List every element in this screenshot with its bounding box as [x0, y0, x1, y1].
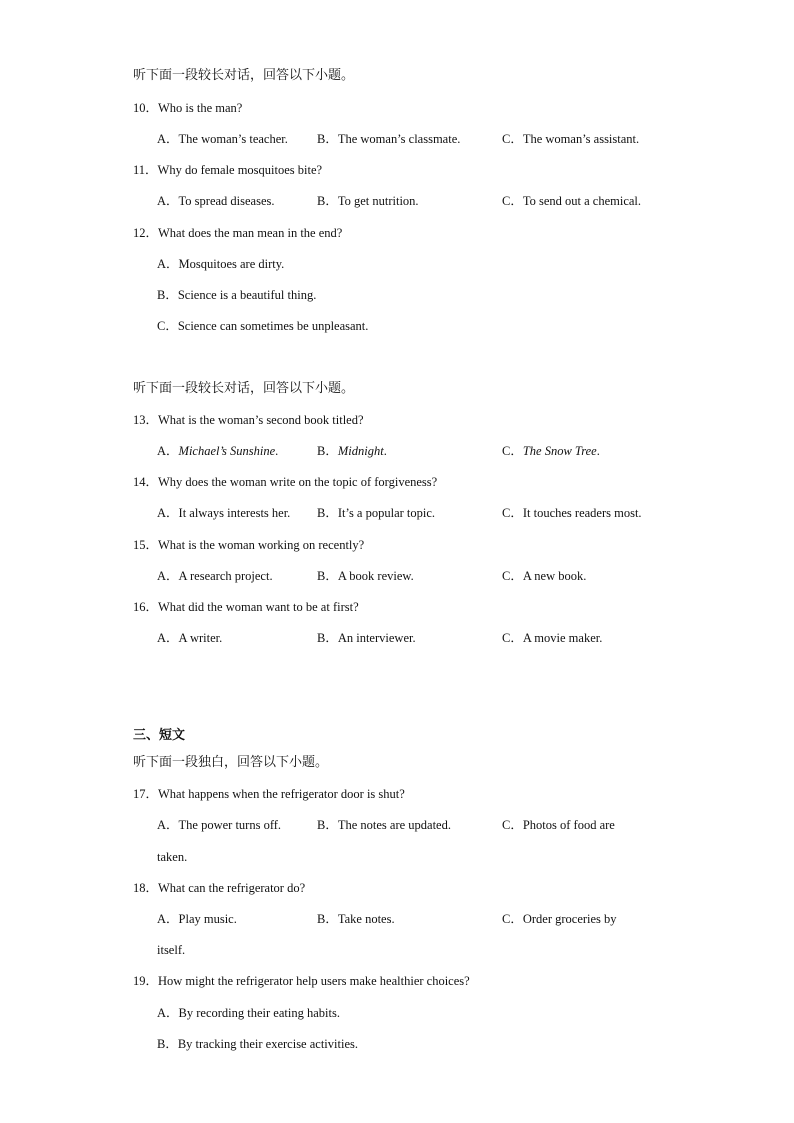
option-c: C．Order groceries by: [502, 912, 617, 926]
option-a: A．Michael’s Sunshine.: [157, 444, 279, 458]
option-b: B．By tracking their exercise activities.: [157, 1037, 358, 1051]
option-b: B．The notes are updated.: [317, 818, 451, 832]
option-b: B．It’s a popular topic.: [317, 506, 436, 520]
question-stem: 19．How might the refrigerator help users make healthier choices?: [133, 974, 470, 988]
book-title: The Snow Tree: [522, 444, 597, 458]
option-a: A．By recording their eating habits.: [157, 1006, 340, 1020]
option-c: C．The Snow Tree.: [502, 444, 600, 458]
question-stem: 14．Why does the woman write on the topic of forgiveness?: [133, 475, 438, 489]
section-instruction: 听下面一段独白，回答以下小题。: [133, 755, 329, 770]
option-continuation: itself.: [157, 943, 186, 957]
question-stem: 16．What did the woman want to be at first?: [133, 600, 359, 614]
book-title: Michael’s Sunshine: [178, 444, 276, 458]
option-continuation: taken.: [157, 850, 188, 864]
option-a: A．A research project.: [157, 569, 273, 583]
option-a: A．Play music.: [157, 912, 237, 926]
option-b: B．To get nutrition.: [317, 194, 419, 208]
option-c: C．The woman’s assistant.: [502, 132, 640, 146]
question-stem: 18．What can the refrigerator do?: [133, 881, 306, 895]
question-stem: 15．What is the woman working on recently?: [133, 538, 365, 552]
section-instruction: 听下面一段较长对话，回答以下小题。: [133, 68, 355, 83]
option-c: C．It touches readers most.: [502, 506, 642, 520]
option-a: A．The power turns off.: [157, 818, 282, 832]
option-c: C．To send out a chemical.: [502, 194, 642, 208]
option-b: B．The woman’s classmate.: [317, 132, 461, 146]
option-c: C．Science can sometimes be unpleasant.: [157, 319, 369, 333]
option-b: B．Midnight.: [317, 444, 387, 458]
option-b: B．An interviewer.: [317, 631, 416, 645]
question-stem: 13．What is the woman’s second book titled?: [133, 413, 364, 427]
section-heading: 三、短文: [133, 728, 186, 743]
question-stem: 12．What does the man mean in the end?: [133, 226, 343, 240]
option-c: C．A movie maker.: [502, 631, 603, 645]
option-a: A．A writer.: [157, 631, 223, 645]
option-b: B．Science is a beautiful thing.: [157, 288, 317, 302]
question-stem: 17．What happens when the refrigerator door is shut?: [133, 787, 405, 801]
option-a: A．It always interests her.: [157, 506, 291, 520]
question-stem: 11．Why do female mosquitoes bite?: [133, 163, 323, 177]
book-title: Midnight: [337, 444, 384, 458]
option-a: A．To spread diseases.: [157, 194, 275, 208]
option-b: B．Take notes.: [317, 912, 395, 926]
option-c: C．A new book.: [502, 569, 587, 583]
section-instruction: 听下面一段较长对话，回答以下小题。: [133, 381, 355, 396]
option-a: A．The woman’s teacher.: [157, 132, 288, 146]
option-b: B．A book review.: [317, 569, 414, 583]
option-c: C．Photos of food are: [502, 818, 615, 832]
question-stem: 10．Who is the man?: [133, 101, 243, 115]
option-a: A．Mosquitoes are dirty.: [157, 257, 285, 271]
